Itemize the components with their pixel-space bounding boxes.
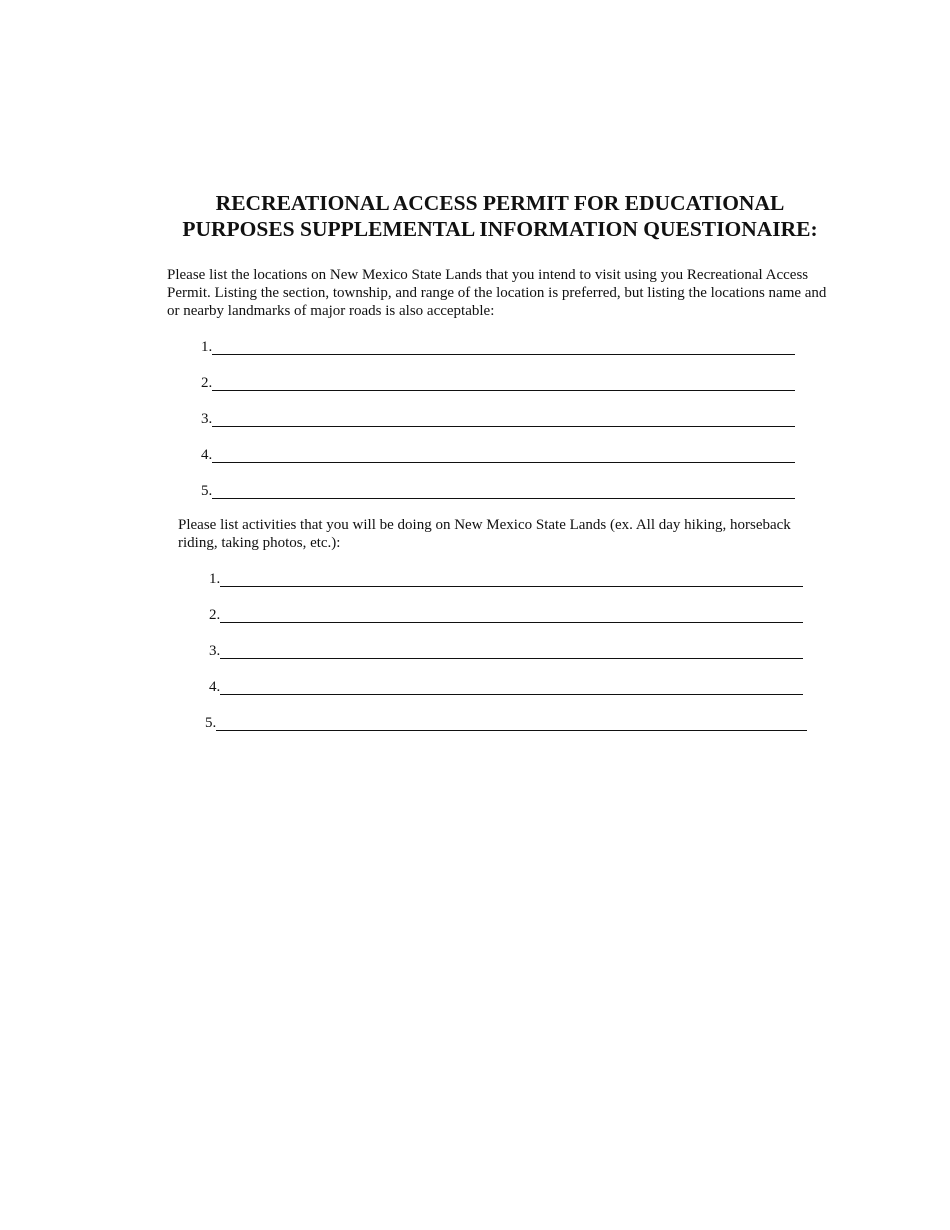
location-number-4: 4.	[201, 447, 213, 463]
activity-answer-line-2[interactable]	[220, 608, 803, 623]
location-blank-5[interactable]	[201, 482, 795, 500]
page-title-line-2: PURPOSES SUPPLEMENTAL INFORMATION QUESTIONAIRE:	[182, 217, 818, 241]
location-number-2: 2.	[201, 375, 213, 391]
location-number-3: 3.	[201, 411, 213, 427]
activity-answer-line-4[interactable]	[220, 680, 803, 695]
activity-answer-line-3[interactable]	[220, 644, 803, 659]
activities-instructions: Please list activities that you will be doing on New Mexico State Lands (ex. All day hiking, horseback riding, taking photos, etc.):	[178, 517, 791, 551]
activity-number-4: 4.	[209, 679, 221, 695]
location-blank-1[interactable]	[201, 338, 795, 356]
activity-blank-3[interactable]	[209, 642, 803, 660]
activity-number-2: 2.	[209, 607, 221, 623]
activity-answer-line-1[interactable]	[220, 572, 803, 587]
page-title-line-1: RECREATIONAL ACCESS PERMIT FOR EDUCATIONAL	[215, 191, 785, 215]
page-title	[160, 190, 840, 242]
activity-blank-5[interactable]	[205, 714, 807, 732]
locations-instructions: Please list the locations on New Mexico State Lands that you intend to visit using you Recreational Access Permit. Listing the section, township, and range of the location is preferred, but listing the locations name and or nearby landmarks of major roads is also acceptable:	[167, 267, 827, 319]
location-answer-line-4[interactable]	[212, 448, 795, 463]
location-answer-line-3[interactable]	[212, 412, 795, 427]
activity-number-5: 5.	[205, 715, 217, 731]
activity-answer-line-5[interactable]	[216, 716, 807, 731]
activity-number-1: 1.	[209, 571, 221, 587]
location-answer-line-1[interactable]	[212, 340, 795, 355]
activity-blank-2[interactable]	[209, 606, 803, 624]
activity-number-3: 3.	[209, 643, 221, 659]
location-blank-4[interactable]	[201, 446, 795, 464]
activity-blank-1[interactable]	[209, 570, 803, 588]
location-blank-2[interactable]	[201, 374, 795, 392]
activity-blank-4[interactable]	[209, 678, 803, 696]
location-number-1: 1.	[201, 339, 213, 355]
location-blank-3[interactable]	[201, 410, 795, 428]
location-answer-line-2[interactable]	[212, 376, 795, 391]
location-answer-line-5[interactable]	[212, 484, 795, 499]
location-number-5: 5.	[201, 483, 213, 499]
